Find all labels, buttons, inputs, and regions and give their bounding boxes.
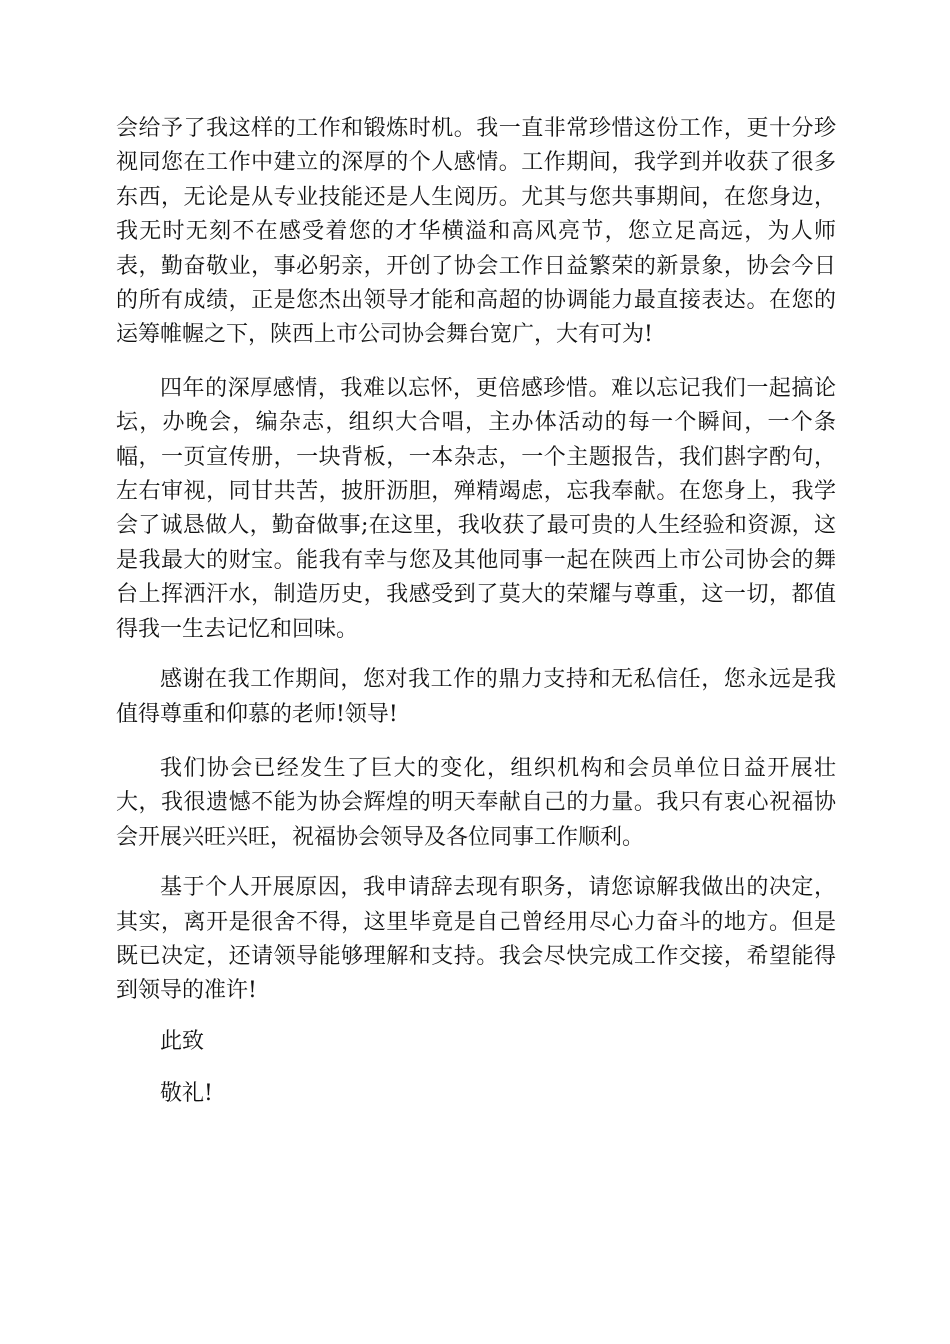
letter-body — [116, 112, 836, 1112]
paragraph-thanks-support: 感谢在我工作期间，您对我工作的鼎力支持和无私信任，您永远是我值得尊重和仰慕的老师!领导! — [116, 667, 836, 727]
paragraph-association-change: 我们协会已经发生了巨大的变化，组织机构和会员单位日益开展壮大，我很遗憾不能为协会辉煌的明天奉献自己的力量。我只有衷心祝福协会开展兴旺兴旺，祝福协会领导及各位同事工作顺利。 — [116, 755, 836, 850]
salutation: 敬礼! — [160, 1081, 213, 1107]
paragraph-gratitude-work: 会给予了我这样的工作和锻炼时机。我一直非常珍惜这份工作，更十分珍视同您在工作中建立的深厚的个人感情。工作期间，我学到并收获了很多东西，无论是从专业技能还是人生阅历。尤其与您共事期间，在您身边，我无时无刻不在感受着您的才华横溢和高风亮节，您立足高远，为人师表，勤奋敬业，事必躬亲，开创了协会工作日益繁荣的新景象，协会今日的所有成绩，正是您杰出领导才能和高超的协调能力最直接表达。在您的运筹帷幄之下，陕西上市公司协会舞台宽广，大有可为! — [116, 116, 836, 348]
paragraph-four-years: 四年的深厚感情，我难以忘怀，更倍感珍惜。难以忘记我们一起搞论坛，办晚会，编杂志，组织大合唱，主办体活动的每一个瞬间，一个条幅，一页宣传册，一块背板，一本杂志，一个主题报告，我们斟字酌句，左右审视，同甘共苦，披肝沥胆，殚精竭虑，忘我奉献。在您身上，我学会了诚恳做人，勤奋做事;在这里，我收获了最可贵的人生经验和资源，这是我最大的财宝。能我有幸与您及其他同事一起在陕西上市公司协会的舞台上挥洒汗水，制造历史，我感受到了莫大的荣耀与尊重，这一切，都值得我一生去记忆和回味。 — [116, 375, 836, 642]
paragraph-resignation-request: 基于个人开展原因，我申请辞去现有职务，请您谅解我做出的决定，其实，离开是很舍不得，这里毕竟是自己曾经用尽心力奋斗的地方。但是既已决定，还请领导能够理解和支持。我会尽快完成工作交接，希望能得到领导的准许! — [116, 875, 836, 1004]
closing-phrase: 此致 — [160, 1028, 205, 1054]
